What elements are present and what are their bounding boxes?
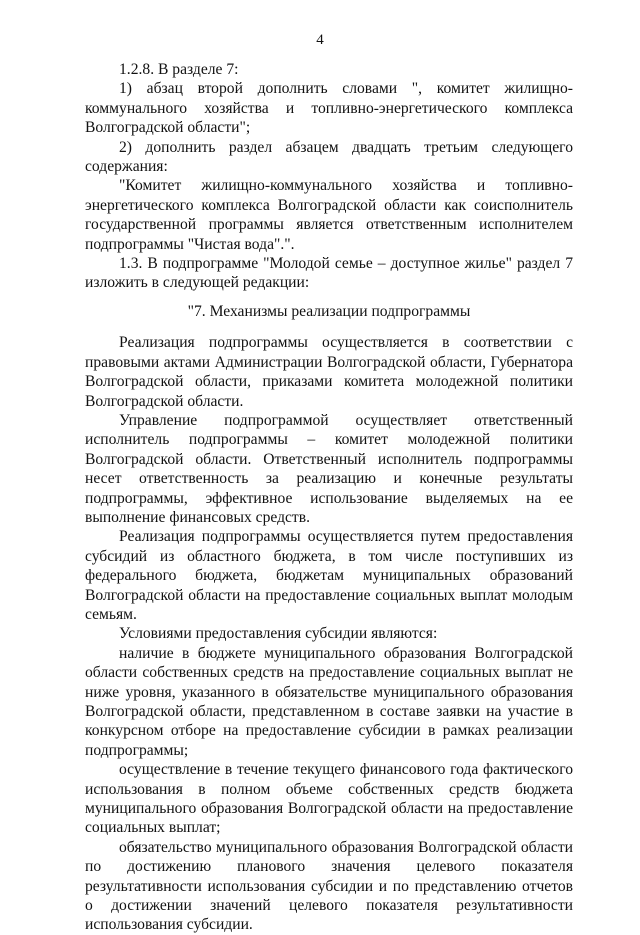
section-paragraph: осуществление в течение текущего финансового года фактического использования в полном объеме собственных средств бюджета муниципального образования Волгоградской области на предоставление социальных выплат; <box>85 761 573 837</box>
section-heading: "7. Механизмы реализации подпрограммы <box>187 302 471 320</box>
section-paragraph: наличие в бюджете муниципального образования Волгоградской области собственных средств на предоставление социальных выплат не ниже уровня, указанного в обязательстве муниципального образования Волгоградской области, представленном в составе заявки на участие в конкурсном отборе на предоставление субсидии в рамках реализации подпрограммы; <box>85 644 573 759</box>
paragraph-amendment-2: 2) дополнить раздел абзацем двадцать третьим следующего содержания: <box>85 138 573 176</box>
paragraph-amendment-1: 1) абзац второй дополнить словами ", комитет жилищно-коммунального хозяйства и топливно-энергетического комплекса Волгоградской области"; <box>85 80 573 137</box>
page-number: 4 <box>316 32 324 48</box>
paragraph-1-3: 1.3. В подпрограмме "Молодой семье – доступное жилье" раздел 7 изложить в следующей редакции: <box>85 255 573 292</box>
paragraph-1-2-8: 1.2.8. В разделе 7: <box>119 61 239 78</box>
section-paragraph: Условиями предоставления субсидии являются: <box>119 625 438 643</box>
paragraph-quoted-addition: "Комитет жилищно-коммунального хозяйства и топливно-энергетического комплекса Волгоградской области как соисполнитель государственной программы является ответственным исполнителем подпрограммы "Чистая вода".". <box>85 177 573 253</box>
section-paragraph: Реализация подпрограммы осуществляется в соответствии с правовыми актами Администрации Волгоградской области, Губернатора Волгоградской области, приказами комитета молодежной политики Волгоградской области. <box>85 334 573 410</box>
section-paragraph: Реализация подпрограммы осуществляется путем предоставления субсидий из областного бюджета, в том числе поступивших из федерального бюджета, бюджетам муниципальных образований Волгоградской области на предоставление социальных выплат молодым семьям. <box>85 528 573 623</box>
section-paragraph: обязательство муниципального образования Волгоградской области по достижению планового значения целевого показателя результативности использования субсидии и по представлению отчетов о достижении значений целевого показателя результативности использования субсидии. <box>85 838 573 934</box>
section-paragraph: Управление подпрограммой осуществляет ответственный исполнитель подпрограммы – комитет молодежной политики Волгоградской области. Ответственный исполнитель подпрограммы несет ответственность за реализацию и конечные результаты подпрограммы, эффективное использование выделяемых на ее выполнение финансовых средств. <box>85 411 573 526</box>
document-body <box>85 60 573 935</box>
